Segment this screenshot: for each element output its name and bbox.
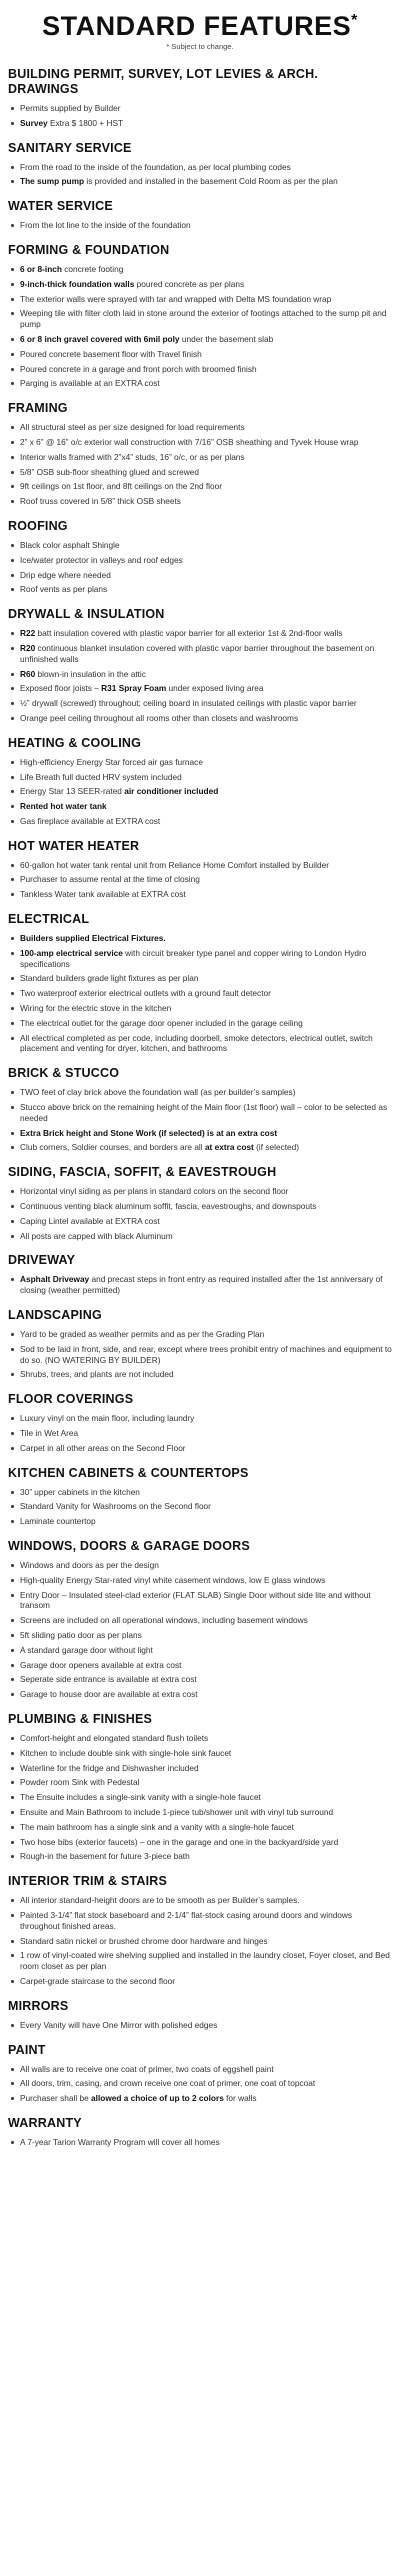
page-title-text: STANDARD FEATURES	[42, 11, 352, 41]
feature-text: Garage to house door are available at extra cost	[20, 1689, 198, 1700]
feature-list	[8, 757, 392, 827]
feature-text: Powder room Sink with Pedestal	[20, 1777, 140, 1788]
feature-list	[8, 628, 392, 724]
feature-text: Orange peel ceiling throughout all rooms other than closets and washrooms	[20, 712, 299, 723]
feature-text: Life Breath full ducted HRV system included	[20, 771, 182, 782]
feature-text: All walls are to receive one coat of primer, two coats of eggshell paint	[20, 2063, 274, 2074]
feature-list	[8, 1274, 392, 1296]
feature-text: Weeping tile with filter cloth laid in stone around the exterior of footings attached to the sump pit and pump	[20, 308, 387, 330]
feature-item	[20, 1837, 392, 1848]
feature-text: 60-gallon hot water tank rental unit from Reliance Home Comfort installed by Builder	[20, 859, 329, 870]
feature-item	[20, 1910, 392, 1932]
feature-item	[20, 1186, 392, 1197]
feature-item	[20, 1428, 392, 1439]
section-heading: LANDSCAPING	[8, 1308, 102, 1323]
feature-item	[20, 1950, 392, 1972]
feature-text-bold: 100-amp electrical service	[20, 947, 123, 958]
feature-item	[20, 378, 392, 389]
feature-item	[20, 1369, 392, 1380]
feature-text: and precast steps in front entry as required installed after the 1st anniversary of closing (weather permitted)	[20, 1274, 383, 1296]
feature-item	[20, 103, 392, 114]
section-heading: DRIVEWAY	[8, 1253, 76, 1268]
feature-list	[8, 1895, 392, 1987]
feature-text: 30” upper cabinets in the kitchen	[20, 1486, 140, 1497]
feature-item	[20, 988, 392, 999]
feature-item	[20, 2093, 392, 2104]
section-heading: WATER SERVICE	[8, 199, 113, 214]
feature-item	[20, 481, 392, 492]
section-heading: DRYWALL & INSULATION	[8, 607, 165, 622]
feature-item	[20, 422, 392, 433]
feature-section	[8, 1539, 392, 1700]
feature-item	[20, 1822, 392, 1833]
feature-text: Roof vents as per plans	[20, 584, 108, 595]
feature-item	[20, 2020, 392, 2031]
feature-text: Painted 3-1/4” flat stock baseboard and 2-1/4” flat-stock casing around doors and windows throughout finished areas.	[20, 1909, 353, 1931]
feature-item	[20, 1443, 392, 1454]
feature-text: The electrical outlet for the garage door opener included in the garage ceiling	[20, 1017, 303, 1028]
feature-section	[8, 1466, 392, 1527]
feature-text: Purchaser to assume rental at the time of closing	[20, 874, 200, 885]
feature-text: Luxury vinyl on the main floor, including laundry	[20, 1413, 195, 1424]
feature-section	[8, 1712, 392, 1862]
feature-list	[8, 422, 392, 507]
feature-text: continuous blanket insulation covered with plastic vapor barrier throughout the basement on unfinished walls	[20, 642, 375, 664]
feature-text: Seperate side entrance is available at extra cost	[20, 1674, 197, 1685]
feature-text: Every Vanity will have One Mirror with polished edges	[20, 2019, 218, 2030]
feature-text: Two hose bibs (exterior faucets) – one in the garage and one in the backyard/side yard	[20, 1836, 339, 1847]
feature-text: Standard satin nickel or brushed chrome door hardware and hinges	[20, 1935, 268, 1946]
feature-text: Windows and doors as per the design	[20, 1559, 159, 1570]
feature-list	[8, 540, 392, 595]
feature-text-bold: 6 or 8 inch gravel covered with 6mil poly	[20, 333, 180, 344]
feature-text: All posts are capped with black Aluminum	[20, 1230, 173, 1241]
feature-text: Poured concrete basement floor with Travel finish	[20, 348, 202, 359]
feature-item	[20, 1102, 392, 1124]
feature-text: High-quality Energy Star-rated vinyl white casement windows, low E glass windows	[20, 1574, 326, 1585]
feature-item	[20, 1660, 392, 1671]
feature-item	[20, 1807, 392, 1818]
feature-text-bold: 9-inch-thick foundation walls	[20, 278, 135, 289]
feature-item	[20, 540, 392, 551]
feature-section	[8, 912, 392, 1054]
feature-text: Energy Star 13 SEER-rated	[20, 786, 125, 797]
feature-item	[20, 1274, 392, 1296]
section-heading: BUILDING PERMIT, SURVEY, LOT LEVIES & ARCH. DRAWINGS	[8, 67, 319, 96]
feature-text-bold: allowed a choice of up to 2 colors	[91, 2093, 224, 2104]
feature-section	[8, 1308, 392, 1380]
feature-text: is provided and installed in the basement Cold Room as per the plan	[84, 176, 338, 187]
feature-text: under exposed living area	[166, 683, 264, 694]
feature-item	[20, 1216, 392, 1227]
feature-text: 5/8” OSB sub-floor sheathing glued and screwed	[20, 466, 199, 477]
feature-text: under the basement slab	[179, 333, 274, 344]
feature-section	[8, 1392, 392, 1453]
feature-text-bold: Extra Brick height and Stone Work (if selected) is at an extra cost	[20, 1127, 278, 1138]
feature-item	[20, 628, 392, 639]
feature-section	[8, 2043, 392, 2104]
feature-text: ½” drywall (screwed) throughout; ceiling board in insulated ceilings with plastic vapor barrier	[20, 698, 357, 709]
feature-text: Ice/water protector in valleys and roof edges	[20, 554, 183, 565]
feature-text: with circuit breaker type panel and copper wiring to London Hydro specifications	[20, 947, 367, 969]
feature-item	[20, 570, 392, 581]
feature-list	[8, 1733, 392, 1862]
section-heading: BRICK & STUCCO	[8, 1066, 120, 1081]
feature-item	[20, 118, 392, 129]
feature-item	[20, 1733, 392, 1744]
feature-item	[20, 1329, 392, 1340]
feature-item	[20, 669, 392, 680]
feature-item	[20, 308, 392, 330]
feature-text: Kitchen to include double sink with single-hole sink faucet	[20, 1747, 232, 1758]
section-heading: KITCHEN CABINETS & COUNTERTOPS	[8, 1465, 249, 1480]
feature-list	[8, 933, 392, 1054]
feature-text: Entry Door – Insulated steel-clad exterior (FLAT SLAB) Single Door without side lite and without transom	[20, 1589, 371, 1611]
section-heading: SANITARY SERVICE	[8, 140, 132, 155]
feature-item	[20, 713, 392, 724]
feature-text: The exterior walls were sprayed with tar and wrapped with Delta MS foundation wrap	[20, 293, 332, 304]
feature-text: Comfort-height and elongated standard flush toilets	[20, 1732, 209, 1743]
feature-section	[8, 1165, 392, 1241]
section-heading: FLOOR COVERINGS	[8, 1392, 134, 1407]
feature-item	[20, 2064, 392, 2075]
feature-text: for walls	[223, 2093, 257, 2104]
feature-text: All doors, trim, casing, and crown receive one coat of primer, one coat of topcoat	[20, 2078, 316, 2089]
feature-item	[20, 1748, 392, 1759]
feature-section	[8, 1253, 392, 1296]
feature-item	[20, 1792, 392, 1803]
feature-text: High-efficiency Energy Star forced air gas furnace	[20, 756, 203, 767]
feature-item	[20, 452, 392, 463]
feature-text-bold: Asphalt Driveway	[20, 1274, 90, 1285]
feature-list	[8, 264, 392, 389]
feature-item	[20, 757, 392, 768]
feature-item	[20, 683, 392, 694]
feature-list	[8, 1186, 392, 1241]
feature-item	[20, 772, 392, 783]
feature-list	[8, 1087, 392, 1153]
section-heading: PLUMBING & FINISHES	[8, 1711, 153, 1726]
feature-item	[20, 860, 392, 871]
feature-list	[8, 2020, 392, 2031]
feature-section	[8, 1874, 392, 1987]
subject-to-change-note: * Subject to change.	[166, 42, 234, 51]
feature-section	[8, 607, 392, 724]
feature-text: Wiring for the electric stove in the kitchen	[20, 1003, 172, 1014]
feature-item	[20, 1033, 392, 1055]
feature-text: Roof truss covered in 5/8” thick OSB sheets	[20, 496, 181, 507]
feature-text: blown-in insulation in the attic	[35, 668, 146, 679]
feature-text: Sod to be laid in front, side, and rear, except where trees prohibit entry of machines and equipment to do so. (NO WATERING BY BUILDER)	[20, 1343, 392, 1365]
section-heading: FRAMING	[8, 401, 68, 416]
feature-item	[20, 1645, 392, 1656]
section-heading: INTERIOR TRIM & STAIRS	[8, 1874, 168, 1889]
feature-item	[20, 1128, 392, 1139]
feature-text: Tankless Water tank available at EXTRA cost	[20, 889, 186, 900]
feature-item	[20, 973, 392, 984]
feature-text: 5ft sliding patio door as per plans	[20, 1629, 142, 1640]
feature-text-bold: The sump pump	[20, 176, 85, 187]
feature-item	[20, 698, 392, 709]
section-heading: WARRANTY	[8, 2115, 82, 2130]
feature-text: All electrical completed as per code, including doorbell, smoke detectors, electrical outlet, switch placement and venting for dryer, kitchen, and bathrooms	[20, 1032, 373, 1054]
feature-item	[20, 279, 392, 290]
feature-text: Purchaser shall be	[20, 2093, 92, 2104]
feature-text: Horizontal vinyl siding as per plans in standard colors on the second floor	[20, 1186, 289, 1197]
feature-item	[20, 176, 392, 187]
feature-text: concrete footing	[61, 263, 124, 274]
feature-list	[8, 1413, 392, 1453]
feature-item	[20, 1142, 392, 1153]
feature-text: Extra $ 1800 + HST	[47, 117, 124, 128]
feature-item	[20, 948, 392, 970]
feature-item	[20, 1003, 392, 1014]
feature-text: Laminate countertop	[20, 1516, 96, 1527]
feature-text: Gas fireplace available at EXTRA cost	[20, 815, 161, 826]
section-heading: HEATING & COOLING	[8, 735, 142, 750]
feature-text-bold: Rented hot water tank	[20, 801, 107, 812]
feature-item	[20, 1201, 392, 1212]
feature-text: Carpet-grade staircase to the second floor	[20, 1975, 175, 1986]
feature-item	[20, 1630, 392, 1641]
feature-text: Drip edge where needed	[20, 569, 111, 580]
feature-text: TWO feet of clay brick above the foundation wall (as per builder’s samples)	[20, 1087, 296, 1098]
feature-item	[20, 1087, 392, 1098]
section-heading: ELECTRICAL	[8, 912, 90, 927]
feature-item	[20, 816, 392, 827]
feature-item	[20, 1575, 392, 1586]
feature-item	[20, 264, 392, 275]
feature-text: All structural steel as per size designed for load requirements	[20, 422, 245, 433]
section-heading: SIDING, FASCIA, SOFFIT, & EAVESTROUGH	[8, 1165, 277, 1180]
feature-item	[20, 1231, 392, 1242]
feature-section	[8, 199, 392, 231]
feature-section	[8, 839, 392, 900]
feature-list	[8, 162, 392, 188]
feature-text: Ensuite and Main Bathroom to include 1-piece tub/shower unit with vinyl tub surround	[20, 1806, 334, 1817]
feature-text: Exposed floor joists –	[20, 683, 102, 694]
feature-list	[8, 860, 392, 900]
feature-text: 2” x 6” @ 16” o/c exterior wall construction with 7/16” OSB sheathing and Tyvek House wrap	[20, 436, 359, 447]
sections-container	[8, 67, 392, 2148]
feature-item	[20, 334, 392, 345]
feature-text: Stucco above brick on the remaining height of the Main floor (1st floor) wall – color to be selected as needed	[20, 1102, 388, 1123]
feature-text: 9ft ceilings on 1st floor, and 8ft ceilings on the 2nd floor	[20, 481, 223, 492]
feature-text: (if selected)	[253, 1142, 300, 1153]
feature-item	[20, 555, 392, 566]
feature-text-bold: at extra cost	[204, 1142, 254, 1153]
feature-list	[8, 2064, 392, 2104]
feature-text: Shrubs, trees, and plants are not included	[20, 1369, 174, 1380]
feature-item	[20, 1516, 392, 1527]
feature-text: Club corners, Soldier courses, and borders are all	[20, 1142, 205, 1153]
title-asterisk: *	[351, 12, 358, 29]
feature-item	[20, 1763, 392, 1774]
feature-item	[20, 889, 392, 900]
page-title	[8, 6, 392, 41]
feature-text: Black color asphalt Shingle	[20, 539, 120, 550]
feature-item	[20, 584, 392, 595]
feature-item	[20, 1487, 392, 1498]
feature-list	[8, 1329, 392, 1380]
feature-item	[20, 220, 392, 231]
feature-text: From the road to the inside of the foundation, as per local plumbing codes	[20, 161, 291, 172]
feature-section	[8, 519, 392, 595]
feature-text-bold: 6 or 8-inch	[20, 263, 62, 274]
feature-item	[20, 364, 392, 375]
feature-section	[8, 67, 392, 129]
feature-list	[8, 1560, 392, 1700]
feature-text: Standard builders grade light fixtures as per plan	[20, 973, 199, 984]
feature-text-bold: R22	[20, 628, 36, 639]
feature-text: Tile in Wet Area	[20, 1428, 79, 1438]
feature-text-bold: Builders supplied Electrical Fixtures.	[20, 933, 166, 944]
feature-text: Parging is available at an EXTRA cost	[20, 378, 160, 389]
feature-text-bold: R60	[20, 668, 36, 679]
section-heading: PAINT	[8, 2042, 46, 2057]
feature-text: The Ensuite includes a single-sink vanity with a single-hole faucet	[20, 1792, 261, 1803]
section-heading: MIRRORS	[8, 1998, 69, 2013]
feature-list	[8, 103, 392, 129]
feature-text: Garage door openers available at extra cost	[20, 1659, 182, 1670]
feature-item	[20, 349, 392, 360]
feature-section	[8, 1999, 392, 2031]
feature-item	[20, 1674, 392, 1685]
feature-text-bold: R31 Spray Foam	[101, 683, 167, 694]
feature-item	[20, 786, 392, 797]
feature-item	[20, 2078, 392, 2089]
feature-item	[20, 496, 392, 507]
feature-text: 1 row of vinyl-coated wire shelving supplied and installed in the laundry closet, Foyer closet, and Bed room closet as per plan	[20, 1950, 390, 1972]
feature-text: A 7-year Tarion Warranty Program will cover all homes	[20, 2136, 220, 2147]
feature-item	[20, 162, 392, 173]
feature-item	[20, 1560, 392, 1571]
feature-text: batt insulation covered with plastic vapor barrier for all exterior 1st & 2nd-floor walls	[35, 628, 343, 639]
feature-text: Rough-in the basement for future 3-piece bath	[20, 1851, 190, 1862]
feature-text: Carpet in all other areas on the Second Floor	[20, 1442, 186, 1453]
feature-text: poured concrete as per plans	[134, 278, 245, 289]
feature-text: Yard to be graded as weather permits and as per the Grading Plan	[20, 1329, 265, 1340]
feature-text: Continuous venting black aluminum soffit, fascia, eavestroughs, and downspouts	[20, 1201, 317, 1212]
feature-text: Caping Lintel available at EXTRA cost	[20, 1215, 160, 1226]
feature-item	[20, 1936, 392, 1947]
feature-section	[8, 401, 392, 507]
feature-section	[8, 141, 392, 188]
section-heading: WINDOWS, DOORS & GARAGE DOORS	[8, 1538, 250, 1553]
feature-list	[8, 2137, 392, 2148]
feature-item	[20, 1501, 392, 1512]
feature-item	[20, 1615, 392, 1626]
feature-text: A standard garage door without light	[20, 1644, 153, 1655]
feature-section	[8, 736, 392, 827]
section-heading: HOT WATER HEATER	[8, 838, 140, 853]
feature-text: Two waterproof exterior electrical outlets with a ground fault detector	[20, 988, 271, 999]
feature-text: Standard Vanity for Washrooms on the Second floor	[20, 1501, 211, 1512]
feature-text: Screens are included on all operational windows, including basement windows	[20, 1615, 308, 1626]
feature-item	[20, 643, 392, 665]
feature-item	[20, 1851, 392, 1862]
feature-list	[8, 1487, 392, 1527]
feature-item	[20, 1344, 392, 1366]
feature-text: From the lot line to the inside of the foundation	[20, 220, 191, 231]
feature-item	[20, 1413, 392, 1424]
section-heading: ROOFING	[8, 518, 68, 533]
feature-item	[20, 1976, 392, 1987]
feature-item	[20, 933, 392, 944]
feature-item	[20, 874, 392, 885]
feature-text-bold: Survey	[20, 117, 48, 128]
feature-item	[20, 2137, 392, 2148]
feature-item	[20, 1895, 392, 1906]
feature-text-bold: air conditioner included	[124, 786, 219, 797]
feature-section	[8, 1066, 392, 1153]
feature-section	[8, 2116, 392, 2148]
feature-text: The main bathroom has a single sink and a vanity with a single-hole faucet	[20, 1821, 294, 1832]
feature-item	[20, 437, 392, 448]
feature-section	[8, 243, 392, 389]
feature-item	[20, 1018, 392, 1029]
feature-item	[20, 1777, 392, 1788]
feature-text: Waterline for the fridge and Dishwasher included	[20, 1762, 199, 1773]
feature-text-bold: R20	[20, 642, 36, 653]
feature-item	[20, 294, 392, 305]
feature-item	[20, 801, 392, 812]
feature-text: Interior walls framed with 2”x4” studs, 16” o/c, or as per plans	[20, 451, 245, 462]
feature-text: Permits supplied by Builder	[20, 103, 121, 113]
feature-text: All interior standard-height doors are to be smooth as per Builder’s samples.	[20, 1895, 300, 1906]
feature-item	[20, 1689, 392, 1700]
feature-text: Poured concrete in a garage and front porch with broomed finish	[20, 363, 257, 374]
section-heading: FORMING & FOUNDATION	[8, 242, 170, 257]
feature-list	[8, 220, 392, 231]
feature-item	[20, 467, 392, 478]
feature-item	[20, 1590, 392, 1612]
